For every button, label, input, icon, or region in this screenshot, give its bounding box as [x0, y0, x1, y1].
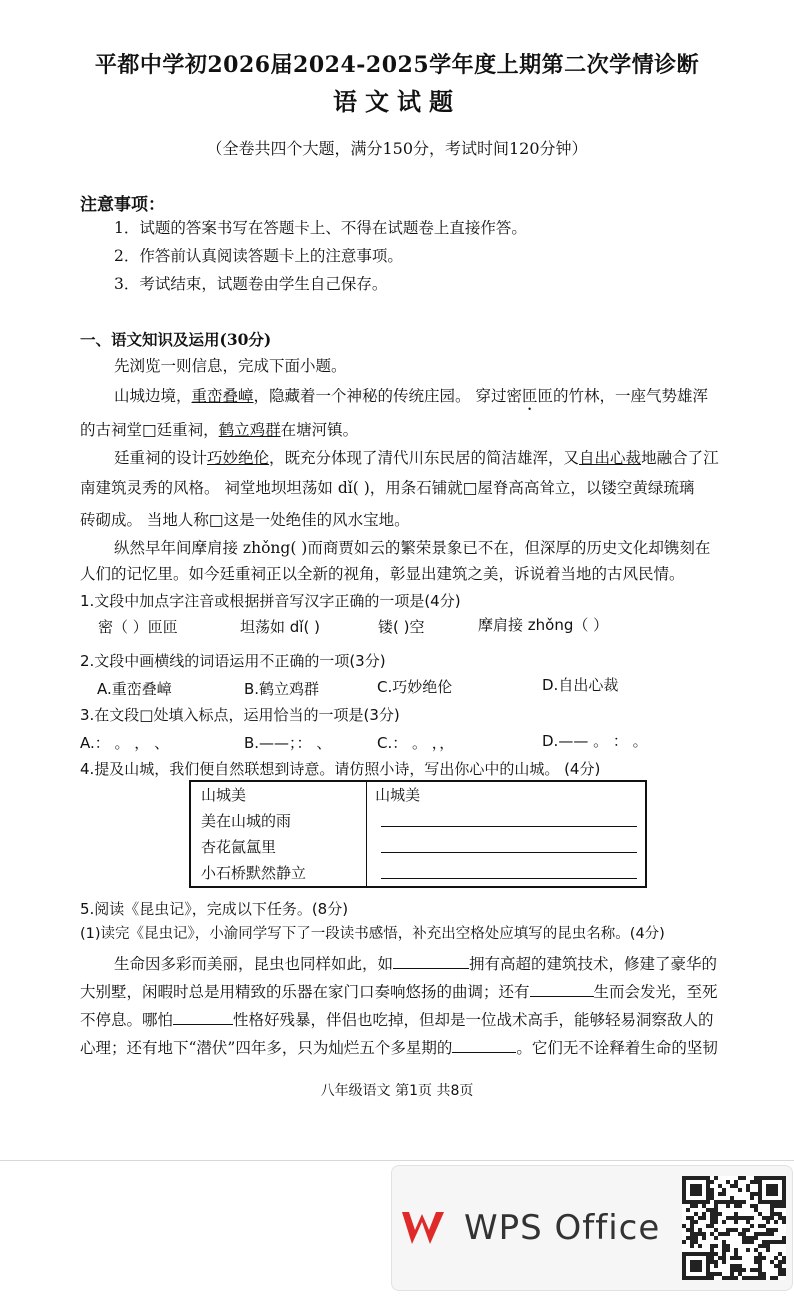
wps-watermark	[391, 1165, 793, 1291]
passage-line: 南建筑灵秀的风格。 祠堂地坝坦荡如 dǐ( )，用条石铺就□屋脊高高耸立，以镂空黄绿琉璃	[80, 479, 695, 497]
notice-item: 1．试题的答案书写在答题卡上、不得在试题卷上直接作答。	[114, 219, 527, 237]
q2-option: D.自出心裁	[542, 676, 619, 694]
dotted-char: 匝	[521, 387, 538, 405]
question-stem: 5.阅读《昆虫记》，完成以下任务。(8分)	[80, 900, 349, 918]
q1-option: 摩肩接 zhǒng（ ）	[478, 616, 609, 634]
fill-blank[interactable]	[393, 954, 469, 969]
passage-line: 人们的记忆里。如今廷重祠正以全新的视角，彰显出建筑之美，诉说着当地的古风民情。	[80, 565, 685, 583]
qr-code-icon	[682, 1176, 786, 1280]
fill-blank[interactable]	[530, 982, 594, 997]
passage-line: 的古祠堂□廷重祠，鹤立鸡群在塘河镇。	[80, 421, 359, 439]
poem-line: 杏花氤氲里	[201, 838, 277, 856]
poem-table	[189, 780, 647, 888]
section-heading: 一、语文知识及运用(30分)	[80, 330, 272, 349]
exam-info: （全卷共四个大题，满分150分，考试时间120分钟）	[206, 139, 588, 158]
poem-line: 山城美	[375, 786, 421, 804]
passage-line: 廷重祠的设计巧妙绝伦，既充分体现了清代川东民居的简洁雄浑，又自出心裁地融合了江	[114, 449, 719, 467]
passage-line: 砖砌成。 当地人称□这是一处绝佳的风水宝地。	[80, 511, 410, 529]
subject-title: 语文试题	[333, 87, 461, 116]
q3-option: C.： 。 ，，	[377, 734, 455, 752]
q3-option: A.： 。 ， 、	[80, 734, 170, 752]
poem-line: 小石桥默然静立	[201, 864, 307, 882]
passage-line: 不停息。哪怕 性格好残暴，伴侣也吃掉，但却是一位战术高手，能够轻易洞察敌人的	[80, 1011, 714, 1029]
underlined-term: 自出心裁	[579, 449, 642, 467]
passage-line: 心理；还有地下“潜伏”四年多，只为灿烂五个多星期的 。它们无不诠释着生命的坚韧	[80, 1039, 718, 1057]
q1-option: 镂( )空	[378, 618, 425, 636]
fill-blank[interactable]	[452, 1038, 516, 1053]
q2-option: C.巧妙绝伦	[377, 678, 453, 696]
passage-line: 大别墅，闲暇时总是用精致的乐器在家门口奏响悠扬的曲调；还有 生而会发光，至死	[80, 983, 718, 1001]
underlined-term: 巧妙绝伦	[207, 449, 270, 467]
answer-line[interactable]	[367, 860, 645, 886]
question-stem: 2.文段中画横线的词语运用不正确的一项(3分)	[80, 652, 386, 670]
q2-option: B.鹤立鸡群	[244, 680, 320, 698]
question-stem: 1.文段中加点字注音或根据拼音写汉字正确的一项是(4分)	[80, 592, 461, 610]
divider	[0, 1160, 794, 1161]
question-stem: 3.在文段□处填入标点，运用恰当的一项是(3分)	[80, 706, 400, 724]
underlined-term: 鹤立鸡群	[218, 421, 281, 439]
fill-blank[interactable]	[173, 1010, 233, 1025]
answer-line[interactable]	[367, 834, 645, 860]
notice-item: 2．作答前认真阅读答题卡上的注意事项。	[114, 247, 403, 265]
passage-line: 生命因多彩而美丽，昆虫也同样如此，如 拥有高超的建筑技术，修建了豪华的	[114, 955, 718, 973]
passage-line: 山城边境，重峦叠嶂，隐藏着一个神秘的传统庄园。 穿过密匝匝的竹林，一座气势雄浑	[114, 387, 708, 405]
q3-option: D.—— 。 ： 。	[542, 732, 648, 750]
poem-line: 山城美	[201, 786, 247, 804]
question-subtask: (1)读完《昆虫记》，小渝同学写下了一段读书感悟，补充出空格处应填写的昆虫名称。(4分)	[80, 926, 665, 942]
underlined-term: 重峦叠嶂	[191, 387, 254, 405]
sample-poem	[190, 781, 367, 887]
passage-line: 纵然早年间摩肩接 zhǒng( )而商贾如云的繁荣景象已不在，但深厚的历史文化却镌刻在	[114, 539, 711, 557]
notice-item: 3．考试结束，试题卷由学生自己保存。	[114, 275, 388, 293]
page-footer: 八年级语文 第1页 共8页	[320, 1083, 474, 1099]
wps-brand: WPS Office	[464, 1208, 661, 1248]
intro-text: 先浏览一则信息，完成下面小题。	[114, 357, 347, 375]
exam-title: 平都中学初2026届2024-2025学年度上期第二次学情诊断	[94, 52, 700, 78]
q2-option: A.重峦叠嶂	[97, 680, 172, 698]
q1-option: 密（ ）匝匝	[98, 618, 178, 636]
notice-heading: 注意事项：	[80, 195, 165, 215]
wps-logo-icon	[398, 1206, 454, 1250]
answer-line[interactable]	[367, 808, 645, 834]
poem-line: 美在山城的雨	[201, 812, 292, 830]
q1-option: 坦荡如 dǐ( )	[240, 618, 320, 636]
q3-option: B.——；： 、	[244, 734, 332, 752]
answer-poem	[367, 781, 646, 887]
question-stem: 4.提及山城，我们便自然联想到诗意。请仿照小诗，写出你心中的山城。 (4分)	[80, 760, 601, 778]
